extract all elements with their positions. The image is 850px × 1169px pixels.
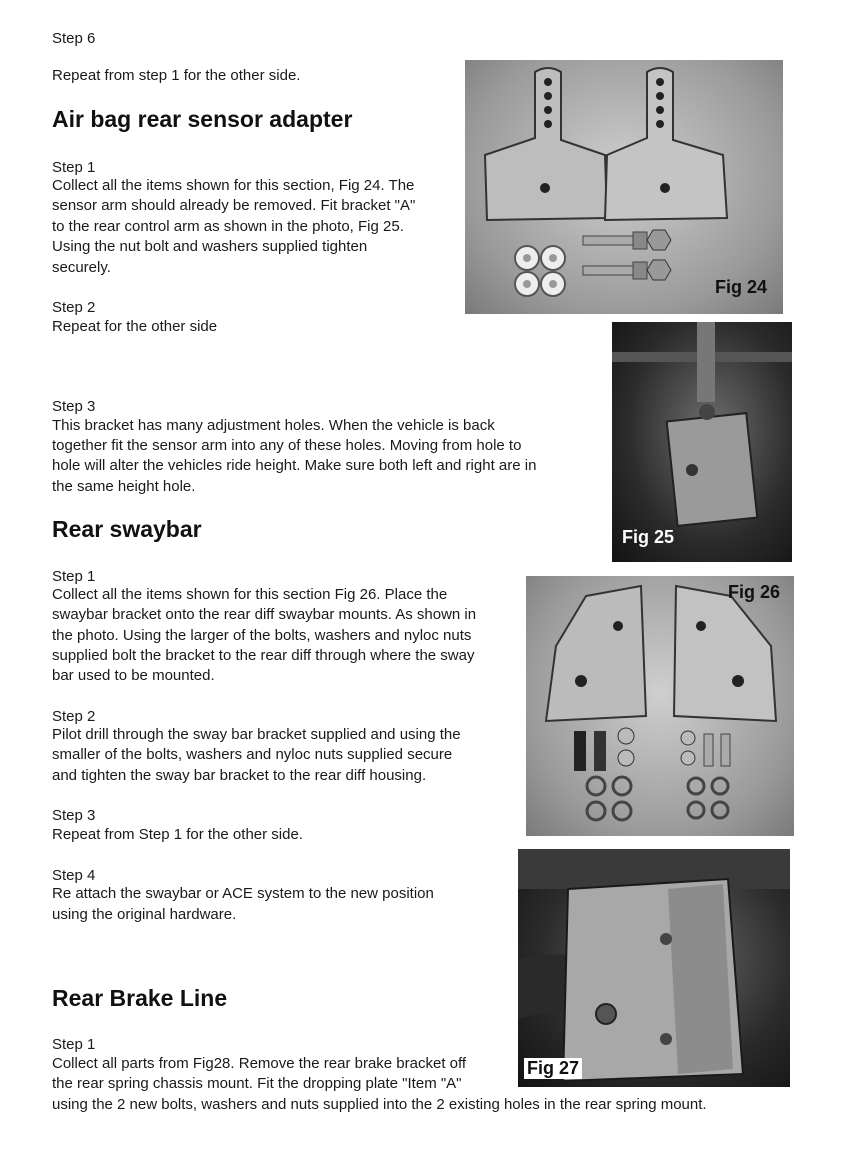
air-bag-step1-label: Step 1 (52, 159, 96, 176)
swaybar-step1-line: the photo. Using the larger of the bolts, washers and nyloc nuts (52, 627, 472, 644)
air-bag-step3-line: This bracket has many adjustment holes. When the vehicle is back (52, 417, 495, 434)
air-bag-step2-line: Repeat for the other side (52, 318, 218, 335)
air-bag-step1-line: Using the nut bolt and washers supplied tighten (52, 238, 368, 255)
section-title-swaybar: Rear swaybar (52, 516, 202, 542)
swaybar-step3-label: Step 3 (52, 807, 96, 824)
swaybar-step2-line: smaller of the bolts, washers and nyloc nuts supplied secure (52, 746, 453, 763)
section-title-air-bag: Air bag rear sensor adapter (52, 106, 353, 132)
fig25-caption: Fig 25 (622, 527, 675, 547)
step6-label: Step 6 (52, 30, 96, 47)
step6-text: Repeat from step 1 for the other side. (52, 67, 301, 84)
air-bag-step3-line: together fit the sensor arm into any of these holes. Moving from hole to (52, 437, 522, 454)
swaybar-step3-line: Repeat from Step 1 for the other side. (52, 826, 303, 843)
swaybar-step4-line: using the original hardware. (52, 906, 237, 923)
fig27-caption: Fig 27 (524, 1058, 582, 1079)
swaybar-step1-label: Step 1 (52, 568, 96, 585)
brake-step1-line: the rear spring chassis mount. Fit the dropping plate "Item "A" (52, 1075, 462, 1092)
brake-step1-label: Step 1 (52, 1036, 96, 1053)
swaybar-step4-label: Step 4 (52, 867, 96, 884)
air-bag-step1-line: to the rear control arm as shown in the photo, Fig 25. (52, 218, 404, 235)
air-bag-step3-line: hole will alter the vehicles ride height. Make sure both left and right are in (52, 457, 537, 474)
brackets-and-hardware-illustration (465, 60, 783, 314)
swaybar-step1-line: supplied bolt the bracket to the rear diff through where the sway (52, 647, 475, 664)
air-bag-step3-line: the same height hole. (52, 478, 196, 495)
bracket-installed-illustration (612, 322, 792, 562)
fig24-photo (465, 60, 783, 314)
swaybar-step1-line: bar used to be mounted. (52, 667, 215, 684)
section-title-brake-line: Rear Brake Line (52, 985, 228, 1011)
air-bag-step1-line: sensor arm should already be removed. Fit bracket "A" (52, 197, 416, 214)
brake-step1-line: Collect all parts from Fig28. Remove the rear brake bracket off (52, 1055, 467, 1072)
fig26-caption: Fig 26 (727, 582, 780, 602)
fig27-photo (518, 849, 790, 1087)
air-bag-step1-line: securely. (52, 259, 111, 276)
swaybar-step2-label: Step 2 (52, 708, 96, 725)
air-bag-step3-label: Step 3 (52, 398, 96, 415)
air-bag-step1-line: Collect all the items shown for this section, Fig 24. The (52, 177, 415, 194)
swaybar-step4-line: Re attach the swaybar or ACE system to the new position (52, 885, 434, 902)
swaybar-step2-line: and tighten the sway bar bracket to the rear diff housing. (52, 767, 427, 784)
swaybar-step1-line: Collect all the items shown for this section Fig 26. Place the (52, 586, 448, 603)
dropping-plate-installed-illustration (518, 849, 790, 1087)
swaybar-step1-line: swaybar bracket onto the rear diff swaybar mounts. As shown in (52, 606, 477, 623)
fig25-photo (612, 322, 792, 562)
swaybar-brackets-illustration (526, 576, 794, 836)
brake-step1-line: using the 2 new bolts, washers and nuts supplied into the 2 existing holes in the rear spring mount. (52, 1096, 707, 1113)
fig24-caption: Fig 24 (714, 277, 767, 297)
air-bag-step2-label: Step 2 (52, 299, 96, 316)
fig26-photo (526, 576, 794, 836)
swaybar-step2-line: Pilot drill through the sway bar bracket supplied and using the (52, 726, 461, 743)
